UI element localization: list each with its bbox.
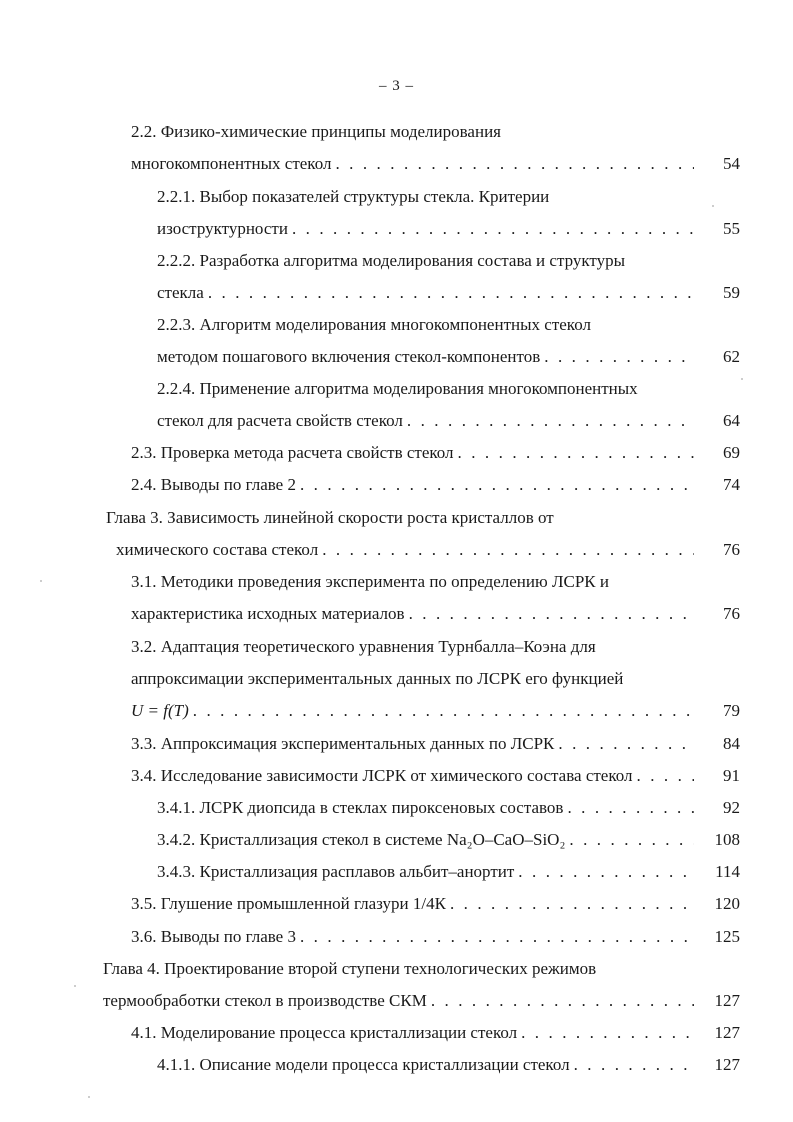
toc-page-number: 84 bbox=[723, 734, 740, 753]
scan-speck bbox=[88, 1096, 90, 1098]
toc-entry-text: изоструктурности bbox=[157, 219, 288, 238]
toc-page-number: 91 bbox=[723, 766, 740, 785]
scan-speck bbox=[40, 580, 42, 582]
toc-page-number: 62 bbox=[723, 347, 740, 366]
toc-entry-2-2-1-line2 bbox=[157, 218, 694, 240]
leader-dots bbox=[296, 926, 694, 948]
toc-entry-4-1-1 bbox=[157, 1054, 694, 1076]
toc-page-number: 69 bbox=[723, 443, 740, 462]
leader-dots bbox=[189, 700, 694, 722]
toc-entry-formula: U = f(T) bbox=[131, 701, 189, 720]
toc-page-number: 64 bbox=[723, 411, 740, 430]
leader-dots bbox=[318, 539, 694, 561]
leader-dots bbox=[570, 1054, 694, 1076]
toc-page-number: 127 bbox=[714, 1055, 740, 1074]
toc-entry-text: 3.4.3. Кристаллизация расплавов альбит–анортит bbox=[157, 862, 515, 881]
toc-entry-3-2-line1: 3.2. Адаптация теоретического уравнения Турнбалла–Коэна для bbox=[131, 637, 596, 656]
scan-speck bbox=[741, 378, 743, 380]
toc-chapter-4-line2 bbox=[103, 990, 694, 1012]
toc-page-number: 127 bbox=[714, 991, 740, 1010]
leader-dots bbox=[540, 346, 694, 368]
toc-entry-3-2-line2: аппроксимации экспериментальных данных по ЛСРК его функцией bbox=[131, 669, 624, 688]
leader-dots bbox=[405, 603, 694, 625]
toc-entry-2-2-1-line1: 2.2.1. Выбор показателей структуры стекла. Критерии bbox=[157, 187, 550, 206]
toc-entry-text: 4.1.1. Описание модели процесса кристаллизации стекол bbox=[157, 1055, 570, 1074]
toc-page-number: 55 bbox=[723, 219, 740, 238]
leader-dots bbox=[514, 861, 694, 883]
toc-entry-3-5 bbox=[131, 893, 694, 915]
toc-entry-text: 3.4. Исследование зависимости ЛСРК от химического состава стекол bbox=[131, 766, 633, 785]
toc-entry-3-4-2 bbox=[157, 829, 694, 851]
leader-dots bbox=[563, 797, 694, 819]
toc-entry-text: характеристика исходных материалов bbox=[131, 604, 405, 623]
toc-page-number: 92 bbox=[723, 798, 740, 817]
toc-entry-3-4-3 bbox=[157, 861, 694, 883]
toc-page-number: 125 bbox=[714, 927, 740, 946]
toc-entry-text: химического состава стекол bbox=[116, 540, 319, 559]
toc-page-number: 54 bbox=[723, 154, 740, 173]
toc-entry-3-4-1 bbox=[157, 797, 694, 819]
leader-dots bbox=[517, 1022, 694, 1044]
toc-entry-3-3 bbox=[131, 733, 694, 755]
toc-entry-3-1-line2 bbox=[131, 603, 694, 625]
toc-entry-text: 3.4.2. Кристаллизация стекол в системе Na₂O–CaO–SiO₂ bbox=[157, 830, 566, 849]
leader-dots bbox=[204, 282, 694, 304]
toc-chapter-3-line2 bbox=[116, 539, 694, 561]
leader-dots bbox=[565, 829, 694, 851]
toc-entry-3-1-line1: 3.1. Методики проведения эксперимента по определению ЛСРК и bbox=[131, 572, 609, 591]
toc-entry-text: методом пошагового включения стекол-компонентов bbox=[157, 347, 541, 366]
leader-dots bbox=[633, 765, 695, 787]
toc-page-number: 76 bbox=[723, 540, 740, 559]
toc-entry-2-2-3-line1: 2.2.3. Алгоритм моделирования многокомпонентных стекол bbox=[157, 315, 591, 334]
toc-entry-2-2-3-line2 bbox=[157, 346, 694, 368]
toc-page-number: 127 bbox=[714, 1023, 740, 1042]
toc-entry-text: 4.1. Моделирование процесса кристаллизации стекол bbox=[131, 1023, 518, 1042]
leader-dots bbox=[331, 153, 694, 175]
leader-dots bbox=[296, 474, 694, 496]
leader-dots bbox=[288, 218, 694, 240]
toc-entry-3-2-line3 bbox=[131, 700, 694, 722]
toc-page-number: 59 bbox=[723, 283, 740, 302]
toc-entry-4-1 bbox=[131, 1022, 694, 1044]
toc-page-number: 108 bbox=[714, 830, 740, 849]
toc-entry-2-4 bbox=[131, 474, 694, 496]
toc-page-number: 76 bbox=[723, 604, 740, 623]
toc-entry-text: 2.4. Выводы по главе 2 bbox=[131, 475, 296, 494]
leader-dots bbox=[427, 990, 694, 1012]
toc-chapter-4-line1: Глава 4. Проектирование второй ступени технологических режимов bbox=[103, 959, 597, 978]
toc-entry-2-2-line2 bbox=[131, 153, 694, 175]
toc-entry-text: 2.3. Проверка метода расчета свойств стекол bbox=[131, 443, 454, 462]
toc-entry-2-2-line1: 2.2. Физико-химические принципы моделирования bbox=[131, 122, 501, 141]
toc-page-number: 120 bbox=[714, 894, 740, 913]
page-number: – 3 – bbox=[379, 78, 414, 94]
scan-speck bbox=[74, 985, 76, 987]
toc-chapter-3-line1: Глава 3. Зависимость линейной скорости роста кристаллов от bbox=[106, 508, 554, 527]
toc-entry-2-3 bbox=[131, 442, 694, 464]
toc-page-number: 114 bbox=[715, 862, 740, 881]
toc-entry-3-4 bbox=[131, 765, 694, 787]
toc-entry-text: 3.5. Глушение промышленной глазури 1/4К bbox=[131, 894, 446, 913]
toc-entry-2-2-2-line1: 2.2.2. Разработка алгоритма моделирования состава и структуры bbox=[157, 251, 626, 270]
leader-dots bbox=[554, 733, 694, 755]
toc-entry-2-2-4-line2 bbox=[157, 410, 694, 432]
toc-entry-text: термообработки стекол в производстве СКМ bbox=[103, 991, 427, 1010]
toc-page-number: 79 bbox=[723, 701, 740, 720]
leader-dots bbox=[454, 442, 694, 464]
toc-entry-2-2-4-line1: 2.2.4. Применение алгоритма моделирования многокомпонентных bbox=[157, 379, 638, 398]
toc-entry-2-2-2-line2 bbox=[157, 282, 694, 304]
leader-dots bbox=[446, 893, 694, 915]
leader-dots bbox=[403, 410, 694, 432]
toc-entry-text: стекол для расчета свойств стекол bbox=[157, 411, 403, 430]
toc-entry-text: стекла bbox=[157, 283, 204, 302]
scan-speck bbox=[712, 205, 714, 207]
toc-page-number: 74 bbox=[723, 475, 740, 494]
toc-entry-text: 3.3. Аппроксимация экспериментальных данных по ЛСРК bbox=[131, 734, 555, 753]
toc-entry-text: 3.6. Выводы по главе 3 bbox=[131, 927, 296, 946]
toc-entry-text: 3.4.1. ЛСРК диопсида в стеклах пироксеновых составов bbox=[157, 798, 564, 817]
toc-entry-3-6 bbox=[131, 926, 694, 948]
toc-entry-text: многокомпонентных стекол bbox=[131, 154, 332, 173]
